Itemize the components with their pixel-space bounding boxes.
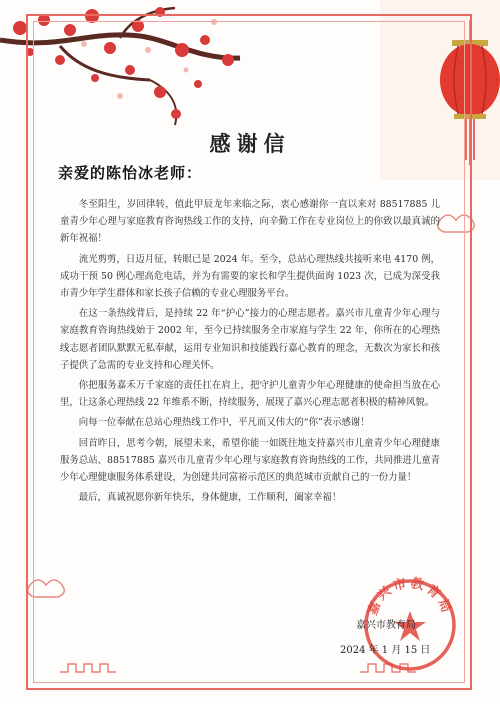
letter-date: 2024 年 1 月 15 日	[340, 645, 431, 656]
paragraph: 流光剪剪，日迈月征，转眼已是 2024 年。至今，总站心理热线共接听来电 4170 例，成功干预 50 例心理高危电话，并为有需要的家长和学生提供面询 1023 次，已成为深受我市青少年学生群体和家长孩子信赖的专业心理服务平台。	[60, 253, 440, 300]
paragraph: 回首昨日，思考今朝，展望未来，希望你能一如既往地支持嘉兴市儿童青少年心理健康服务总站、88517885 嘉兴市儿童青少年心理与家庭教育咨询热线的工作，共同推进儿童青少年心理健康服务体系建设，为创建共同富裕示范区的典范城市贡献自己的一份力量！	[60, 437, 440, 484]
signature: 嘉兴市教育局	[356, 620, 416, 631]
paragraph: 你把服务嘉禾万千家庭的责任扛在肩上，把守护儿童青少年心理健康的使命担当放在心里，让这条心理热线 22 年维系不断，持续服务，展现了嘉兴心理志愿者积极的精神风貌。	[60, 380, 440, 409]
letter-title: 感谢信	[209, 131, 291, 156]
paragraph: 冬至阳生，岁回律转，值此甲辰龙年来临之际，衷心感谢你一直以来对 88517885 儿童青少年心理与家庭教育咨询热线工作的支持，向辛勤工作在专业岗位上的你致以最真诚的新年祝福！	[60, 199, 440, 245]
paragraph: 最后，真诚祝愿你新年快乐，身体健康，工作顺利，阖家幸福！	[78, 492, 342, 504]
svg-text:嘉兴市教育局: 嘉兴市教育局	[365, 575, 455, 618]
salutation: 亲爱的陈怡冰老师：	[58, 164, 203, 182]
paragraph: 在这一条热线背后，是持续 22 年“护心”接力的心理志愿者。嘉兴市儿童青少年心理与家庭教育咨询热线始于 2002 年，至今已持续服务全市家庭与学生 22 年，你所在的心理热线志愿者团队默默无私奉献，运用专业知识和技能践行嘉心教育的理念，无数次为家长和孩子提供了急需的专业支持和心理关怀。	[60, 308, 440, 371]
paragraph: 向每一位奉献在总站心理热线工作中，平凡而又伟大的“你”表示感谢！	[78, 417, 370, 429]
letter-body	[60, 196, 440, 509]
